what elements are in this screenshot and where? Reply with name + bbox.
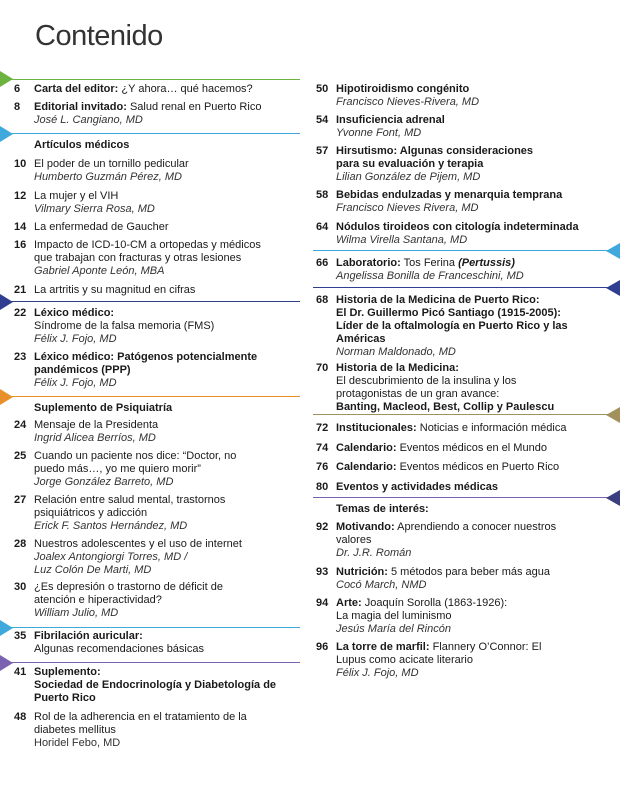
page-number: 6 [14, 83, 21, 95]
entry-title: Arte: [336, 597, 362, 609]
entry-title: Motivando: [336, 521, 395, 533]
toc-entry[interactable] [316, 257, 606, 283]
page-number: 28 [14, 538, 27, 550]
toc-entry[interactable] [316, 114, 606, 140]
page-number: 96 [316, 641, 329, 653]
entry-author: Wilma Virella Santana, MD [336, 234, 468, 246]
divider [0, 662, 300, 663]
toc-entry[interactable] [316, 83, 606, 109]
divider [313, 250, 620, 251]
toc-entry[interactable] [14, 538, 304, 577]
entry-author: Erick F. Santos Hernández, MD [34, 520, 188, 532]
purple-marker [0, 294, 13, 310]
entry-author: Félix J. Fojo, MD [336, 667, 419, 679]
toc-entry[interactable] [14, 666, 304, 705]
entry-author: Norman Maldonado, MD [336, 346, 456, 358]
entry-title: La torre de marfil: [336, 641, 430, 653]
entry-subtitle: Noticias e información médica [416, 422, 567, 434]
entry-title: Historia de la Medicina: [336, 362, 459, 374]
toc-entry[interactable] [14, 221, 304, 234]
entry-title: Impacto de ICD-10-CM a ortopedas y médicos que trabajan con fracturas y otras lesiones [34, 239, 261, 264]
entry-title: Fibrilación auricular: [34, 630, 143, 642]
toc-entry[interactable] [14, 284, 304, 297]
orange-marker [0, 389, 13, 405]
section-heading: Artículos médicos [34, 139, 130, 151]
divider [0, 627, 300, 628]
entry-author: Francisco Nieves-Rivera, MD [336, 96, 480, 108]
entry-title: Historia de la Medicina de Puerto Rico: El Dr. Guillermo Picó Santiago (1915-2005): Líder de la oftalmología en Puerto Rico y las Américas [336, 294, 568, 345]
page-number: 54 [316, 114, 329, 126]
entry-author: José L. Cangiano, MD [34, 114, 143, 126]
entry-subtitle-italic: (Pertussis) [458, 257, 515, 269]
cyan-marker [0, 620, 13, 636]
entry-subtitle: 5 métodos para beber más agua [387, 566, 550, 578]
toc-entry[interactable] [14, 101, 304, 127]
page-number: 14 [14, 221, 27, 233]
entry-author: Lilian González de Pijem, MD [336, 171, 481, 183]
entry-author: Félix J. Fojo, MD [34, 333, 117, 345]
entry-subtitle: El descubrimiento de la insulina y los protagonistas de un gran avance: [336, 375, 517, 400]
divider [313, 414, 620, 415]
toc-entry[interactable] [14, 581, 304, 620]
entry-title: Nutrición: [336, 566, 388, 578]
page-number: 41 [14, 666, 27, 678]
entry-title: Nódulos tiroideos con citología indeterminada [336, 221, 579, 233]
entry-title: Hipotiroidismo congénito [336, 83, 470, 95]
gold-marker [606, 407, 620, 423]
entry-title: Hirsutismo: Algunas consideraciones para su evaluación y terapia [336, 145, 534, 170]
page-number: 24 [14, 419, 27, 431]
toc-entry[interactable] [14, 419, 304, 445]
toc-entry[interactable] [14, 190, 304, 216]
entry-title: ¿Es depresión o trastorno de déficit de atención e hiperactividad? [34, 581, 223, 606]
toc-entry[interactable] [316, 442, 606, 455]
entry-title: La mujer y el VIH [34, 190, 119, 202]
page-number: 68 [316, 294, 329, 306]
toc-entry[interactable] [14, 630, 304, 656]
divider [0, 396, 300, 397]
toc-entry[interactable] [14, 307, 304, 346]
entry-author: William Julio, MD [34, 607, 119, 619]
entry-subtitle: Síndrome de la falsa memoria (FMS) [34, 320, 215, 332]
page-number: 74 [316, 442, 329, 454]
toc-entry[interactable] [316, 189, 606, 215]
divider [0, 301, 300, 302]
page-number: 35 [14, 630, 27, 642]
toc-entry[interactable] [14, 158, 304, 184]
page-number: 8 [14, 101, 21, 113]
toc-entry[interactable] [316, 566, 606, 592]
entry-subtitle: Tos Ferina [400, 257, 459, 269]
toc-entry[interactable] [316, 641, 606, 680]
page-number: 92 [316, 521, 329, 533]
entry-title: La enfermedad de Gaucher [34, 221, 169, 233]
toc-entry[interactable] [316, 362, 606, 414]
toc-entry[interactable] [316, 461, 606, 474]
page-number: 57 [316, 145, 329, 157]
divider [0, 133, 300, 134]
entry-title: Insuficiencia adrenal [336, 114, 445, 126]
page-number: 76 [316, 461, 329, 473]
entry-subtitle: ¿Y ahora… qué hacemos? [118, 83, 253, 95]
cyan-marker [0, 126, 13, 142]
toc-entry[interactable] [316, 422, 611, 435]
toc-entry[interactable] [316, 145, 606, 184]
entry-title: Nuestros adolescentes y el uso de internet [34, 538, 242, 550]
entry-title: Carta del editor: [34, 83, 119, 95]
entry-author: Angelissa Bonilla de Franceschini, MD [336, 270, 524, 282]
entry-title: Laboratorio: [336, 257, 401, 269]
page-number: 25 [14, 450, 27, 462]
entry-subtitle: Algunas recomendaciones básicas [34, 643, 204, 655]
entry-title: El poder de un tornillo pedicular [34, 158, 189, 170]
entry-author: Vilmary Sierra Rosa, MD [34, 203, 155, 215]
page-number: 94 [316, 597, 329, 609]
entry-title: La artritis y su magnitud en cifras [34, 284, 196, 296]
toc-entry[interactable] [316, 294, 606, 359]
toc-entry[interactable] [316, 481, 606, 494]
toc-entry[interactable] [316, 221, 611, 247]
entry-subtitle: Sociedad de Endocrinología y Diabetología de Puerto Rico [34, 679, 277, 704]
entry-subtitle: Joaquín Sorolla (1863-1926): La magia del luminismo [336, 597, 508, 622]
entry-author: Gabriel Aponte León, MBA [34, 265, 165, 277]
entry-title: Eventos y actividades médicas [336, 481, 499, 493]
entry-author: Félix J. Fojo, MD [34, 377, 117, 389]
entry-title: Cuando un paciente nos dice: “Doctor, no puedo más…, yo me quiero morir” [34, 450, 237, 475]
entry-subtitle: Salud renal en Puerto Rico [126, 101, 262, 113]
toc-entry[interactable] [14, 450, 304, 489]
toc-entry[interactable] [14, 351, 304, 390]
entry-author: Francisco Nieves Rivera, MD [336, 202, 479, 214]
entry-subtitle: Aprendiendo a conocer nuestros valores [336, 521, 557, 546]
page-title: Contenido [35, 20, 163, 52]
entry-title: Léxico médico: [34, 307, 115, 319]
page-number: 22 [14, 307, 27, 319]
page-number: 72 [316, 422, 329, 434]
page-number: 23 [14, 351, 27, 363]
page-number: 21 [14, 284, 27, 296]
page-number: 48 [14, 711, 27, 723]
entry-author: Joalex Antongiorgi Torres, MD / Luz Colón De Marti, MD [34, 551, 188, 576]
page-number: 70 [316, 362, 329, 374]
page-number: 50 [316, 83, 329, 95]
entry-title: Institucionales: [336, 422, 417, 434]
entry-subtitle: Flannery O’Connor: El Lupus como acicate literario [336, 641, 542, 666]
page-number: 58 [316, 189, 329, 201]
navy-marker [606, 280, 620, 296]
entry-title: Rol de la adherencia en el tratamiento de la diabetes mellitus [34, 711, 247, 736]
page-number: 64 [316, 221, 329, 233]
entry-author: Horidel Febo, MD [34, 737, 121, 749]
entry-author: Cocó March, NMD [336, 579, 427, 591]
toc-entry[interactable] [316, 521, 606, 560]
entry-author: Yvonne Font, MD [336, 127, 422, 139]
entry-subtitle-bold: Banting, Macleod, Best, Collip y Paulescu [336, 401, 555, 413]
page-number: 93 [316, 566, 329, 578]
entry-title: Calendario: [336, 461, 397, 473]
entry-author: Jorge González Barreto, MD [34, 476, 174, 488]
divider [313, 497, 620, 498]
entry-title: Suplemento: [34, 666, 101, 678]
section-heading: Temas de interés: [336, 503, 429, 515]
entry-title: Mensaje de la Presidenta [34, 419, 159, 431]
entry-title: Relación entre salud mental, trastornos psiquiátricos y adicción [34, 494, 226, 519]
page-number: 16 [14, 239, 27, 251]
entry-author: Jesús María del Rincón [336, 623, 451, 635]
entry-author: Dr. J.R. Román [336, 547, 412, 559]
page-number: 10 [14, 158, 27, 170]
navy-marker [606, 490, 620, 506]
toc-entry[interactable] [14, 711, 304, 750]
entry-author: Humberto Guzmán Pérez, MD [34, 171, 182, 183]
divider [0, 79, 300, 80]
entry-subtitle: Eventos médicos en el Mundo [396, 442, 547, 454]
entry-author: Ingrid Alicea Berríos, MD [34, 432, 156, 444]
entry-title: Bebidas endulzadas y menarquia temprana [336, 189, 563, 201]
purple-marker [0, 655, 13, 671]
entry-title: Léxico médico: Patógenos potencialmente pandémicos (PPP) [34, 351, 258, 376]
entry-title: Editorial invitado: [34, 101, 127, 113]
entry-title: Calendario: [336, 442, 397, 454]
page-number: 12 [14, 190, 27, 202]
page-number: 27 [14, 494, 27, 506]
page-number: 30 [14, 581, 27, 593]
toc-entry[interactable] [14, 239, 304, 278]
section-heading: Suplemento de Psiquiatría [34, 402, 173, 414]
entry-subtitle: Eventos médicos en Puerto Rico [396, 461, 560, 473]
divider [313, 287, 620, 288]
page-number: 66 [316, 257, 329, 269]
page-number: 80 [316, 481, 329, 493]
toc-entry[interactable] [14, 83, 304, 96]
toc-entry[interactable] [316, 597, 606, 636]
toc-entry[interactable] [14, 494, 304, 533]
